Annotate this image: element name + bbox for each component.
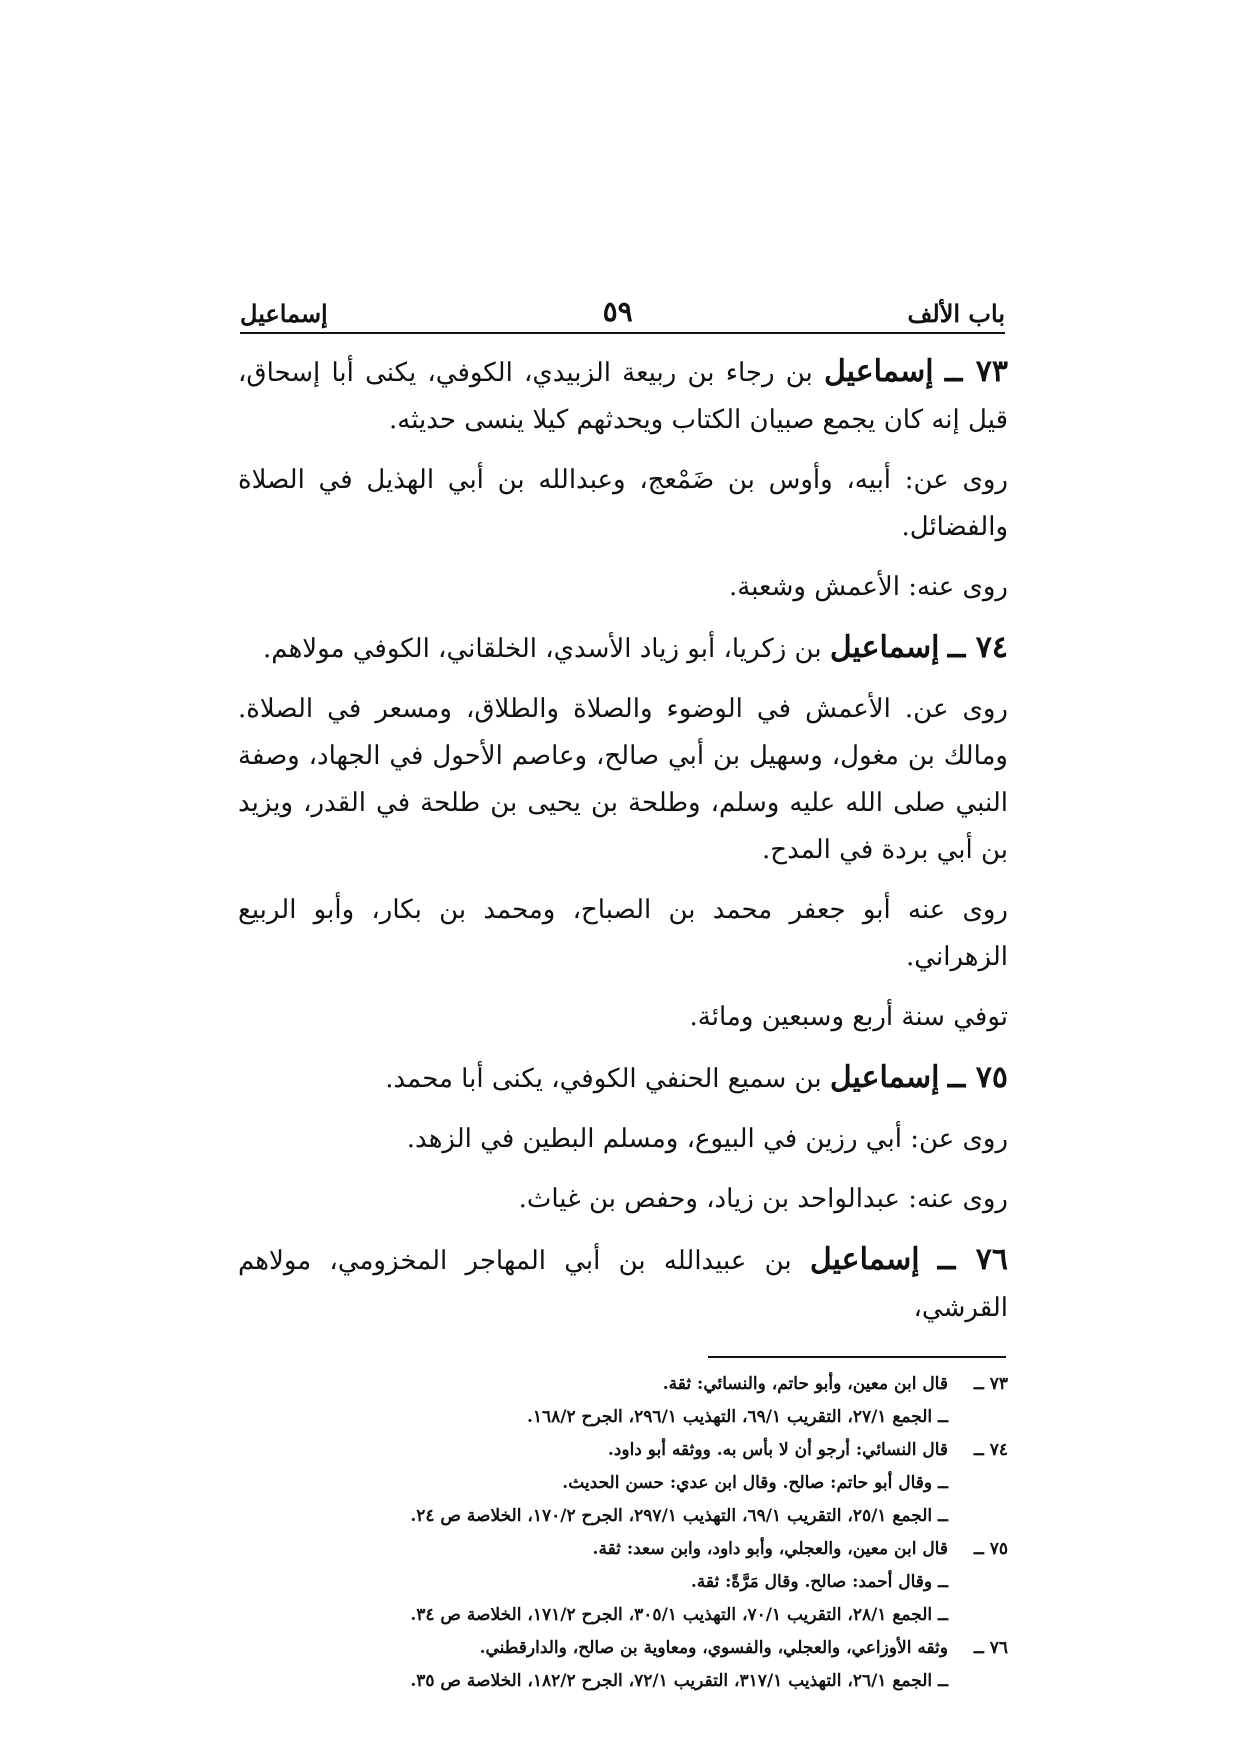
header-section-title: إسماعيل [240,299,328,328]
entry-74-line-2: روى عنه أبو جعفر محمد بن الصباح، ومحمد بن بكار، وأبو الربيع الزهراني. [238,895,1008,972]
entry-number: ٧٤ ــ [947,630,1008,665]
footnote-line [238,1434,1008,1467]
footnote-line [238,1500,1008,1533]
entry-name: إسماعيل [829,630,940,665]
footnote-line [238,1665,1008,1698]
entry-74-heading [238,624,1008,673]
footnote-number: ٧٣ ــ [973,1374,1008,1394]
entry-73-line-2: روى عنه: الأعمش وشعبة. [729,572,1008,602]
footnote-text: وثقه الأوزاعي، والعجلي، والفسوي، ومعاوية بن صالح، والدارقطني. [479,1638,948,1658]
entry-name: إسماعيل [809,1242,920,1277]
header-rule [240,332,1005,334]
footnote-line [238,1566,1008,1599]
entry-number: ٧٣ ــ [944,354,1009,389]
footnote-number: ٧٥ ــ [973,1539,1008,1559]
entry-75-line-1: روى عن: أبي رزين في البيوع، ومسلم البطين في الزهد. [406,1124,1008,1154]
entry-73-line-1: روى عن: أبيه، وأوس بن ضَمْعج، وعبدالله بن أبي الهذيل في الصلاة والفضائل. [238,465,1008,542]
entry-number: ٧٦ ــ [937,1242,1009,1277]
entry-74-line-3: توفي سنة أربع وسبعين ومائة. [689,1002,1008,1032]
entry-description: بن سميع الحنفي الكوفي، يكنى أبا محمد. [385,1064,830,1094]
footnote-text: قال ابن معين، والعجلي، وأبو داود، وابن سعد: ثقة. [592,1539,948,1559]
footnote-line [238,1401,1008,1434]
footnote-rule [708,1356,1006,1358]
footnote-line [238,1467,1008,1500]
footnotes [238,1368,1008,1698]
footnote-text: ــ الجمع ٢٦/١، التهذيب ٣١٧/١، التقريب ٧٢/١، الجرح ١٨٢/٢، الخلاصة ص ٣٥. [410,1671,948,1691]
header-chapter-title: باب الألف [907,299,1005,328]
entry-number: ٧٥ ــ [947,1060,1008,1095]
footnote-line [238,1533,1008,1566]
footnote-text: ــ وقال أحمد: صالح. وقال مَرَّةً: ثقة. [690,1572,948,1592]
main-text [238,348,1008,1345]
entry-name: إسماعيل [829,1060,940,1095]
entry-description: بن عبيدالله بن أبي المهاجر المخزومي، مولاهم القرشي، [238,1246,1008,1323]
page-number: ٥٩ [602,295,633,328]
footnote-number: ٧٦ ــ [973,1638,1008,1658]
entry-description: بن رجاء بن ربيعة الزبيدي، الكوفي، يكنى أبا إسحاق، قيل إنه كان يجمع صبيان الكتاب ويحدثهم كيلا ينسى حديثه. [238,358,1008,435]
footnote-line [238,1632,1008,1665]
entry-75-line-2: روى عنه: عبدالواحد بن زياد، وحفص بن غياث. [518,1184,1008,1214]
entry-75-heading [238,1054,1008,1103]
entry-73-heading [238,348,1008,444]
footnote-text: ــ الجمع ٢٧/١، التقريب ٦٩/١، التهذيب ٢٩٦/١، الجرح ١٦٨/٢. [526,1407,948,1427]
footnote-text: قال النسائي: أرجو أن لا بأس به. ووثقه أبو داود. [607,1440,948,1460]
footnote-number: ٧٤ ــ [973,1440,1008,1460]
entry-74-line-1: روى عن. الأعمش في الوضوء والصلاة والطلاق، ومسعر في الصلاة. ومالك بن مغول، وسهيل بن أبي صالح، وعاصم الأحول في الجهاد، وصفة النبي صلى الله عليه وسلم، وطلحة بن يحيى بن طلحة في القدر، ويزيد بن أبي بردة في المدح. [238,694,1008,865]
entry-description: بن زكريا، أبو زياد الأسدي، الخلقاني، الكوفي مولاهم. [263,634,830,664]
footnote-line [238,1599,1008,1632]
entry-76-heading [238,1236,1008,1332]
footnote-text: ــ وقال أبو حاتم: صالح. وقال ابن عدي: حسن الحديث. [562,1473,948,1493]
footnote-text: ــ الجمع ٢٥/١، التقريب ٦٩/١، التهذيب ٢٩٧/١، الجرح ١٧٠/٢، الخلاصة ص ٢٤. [410,1506,948,1526]
footnote-line [238,1368,1008,1401]
footnote-text: ــ الجمع ٢٨/١، التقريب ٧٠/١، التهذيب ٣٠٥/١، الجرح ١٧١/٢، الخلاصة ص ٣٤. [410,1605,948,1625]
entry-name: إسماعيل [823,354,934,389]
footnote-text: قال ابن معين، وأبو حاتم، والنسائي: ثقة. [662,1374,948,1394]
running-header [240,278,1005,328]
